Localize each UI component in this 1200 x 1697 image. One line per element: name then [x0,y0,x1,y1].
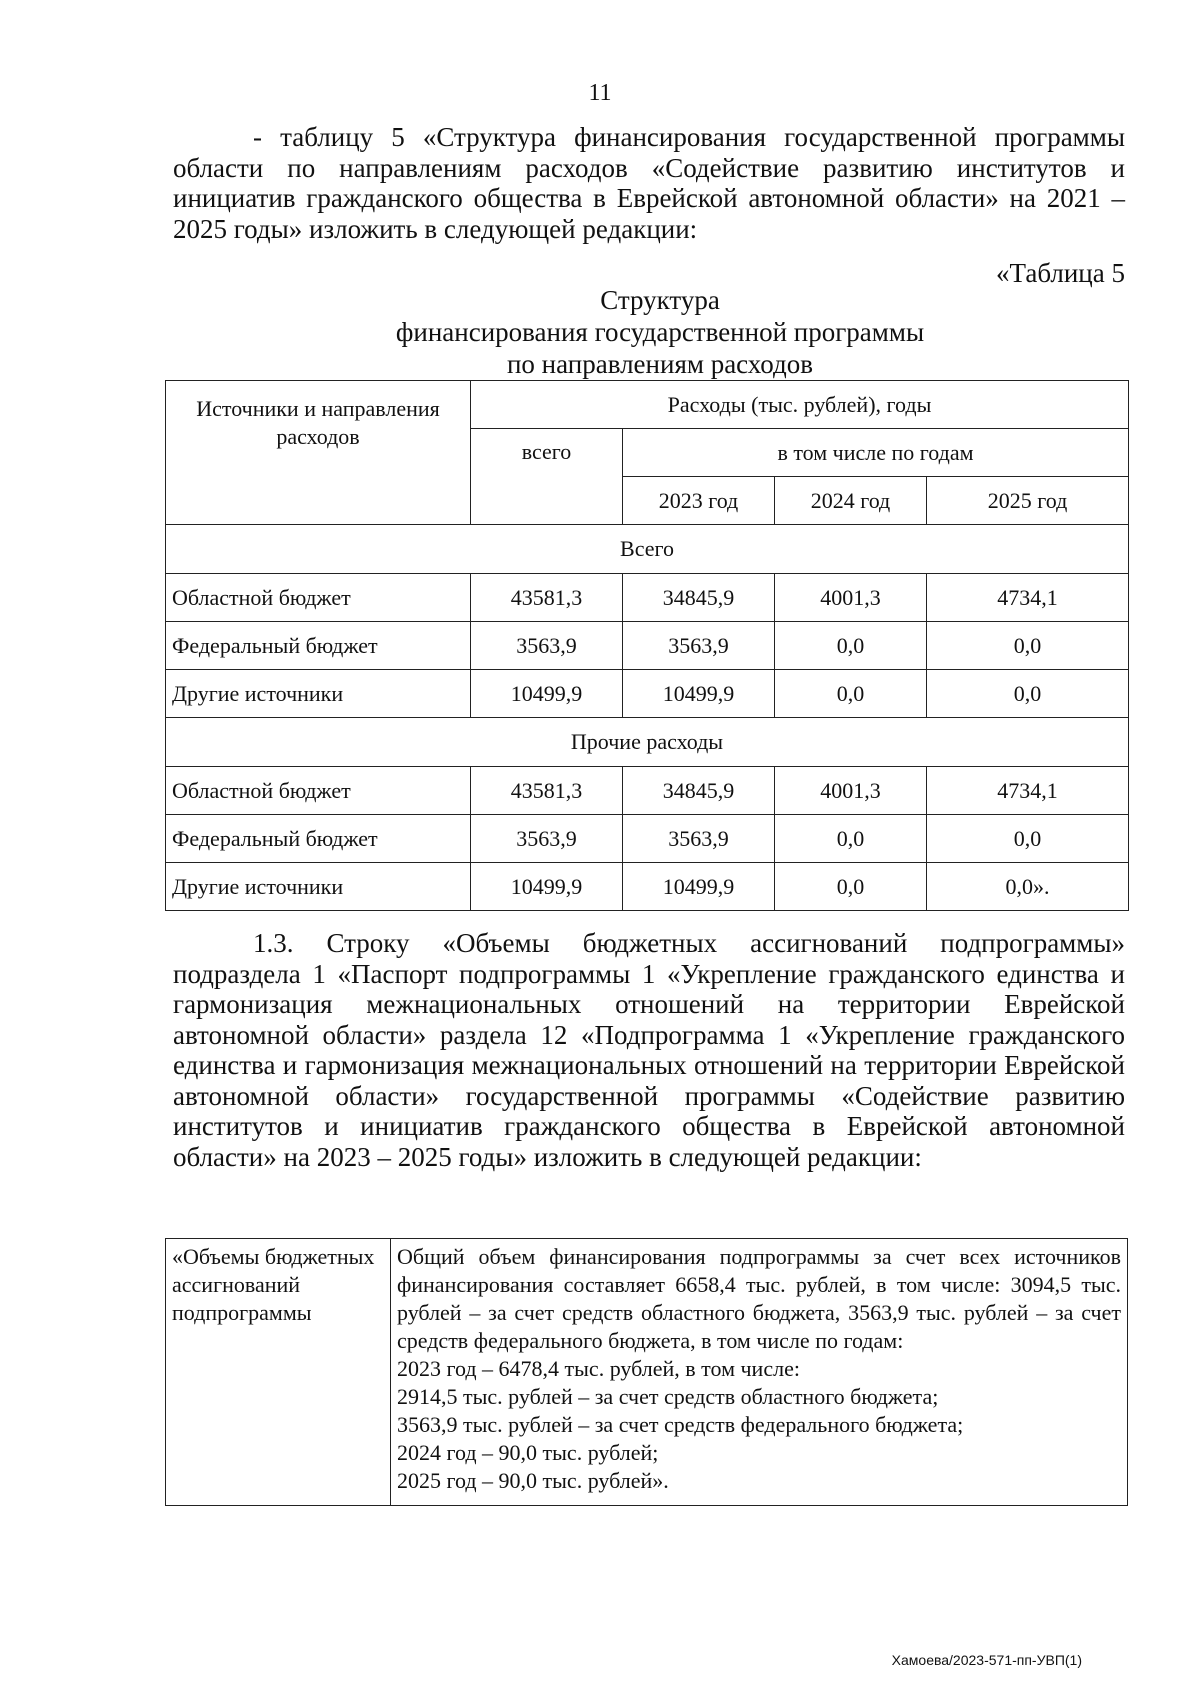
header-total: всего [471,429,623,525]
passport-content [391,1239,1128,1506]
cell-2025: 0,0 [927,670,1129,718]
section-row [166,525,1129,574]
table-row [166,863,1129,911]
table-row [166,574,1129,622]
financing-structure-table [165,380,1129,911]
passport-line: 2914,5 тыс. рублей – за счет средств областного бюджета; [397,1384,939,1409]
cell-total: 43581,3 [471,574,623,622]
cell-2025: 0,0 [927,815,1129,863]
table-row [166,622,1129,670]
section-title: Прочие расходы [166,718,1129,767]
header-year: 2025 год [927,477,1129,525]
table-header-row [166,381,1129,429]
row-source: Областной бюджет [166,574,471,622]
cell-total: 10499,9 [471,863,623,911]
cell-2024: 0,0 [775,670,927,718]
document-code: Хамоева/2023-571-пп-УВП(1) [891,1652,1082,1668]
table-reference: «Таблица 5 [996,258,1125,288]
cell-2023: 3563,9 [623,815,775,863]
header-year: 2023 год [623,477,775,525]
passport-line: 2024 год – 90,0 тыс. рублей; [397,1440,659,1465]
cell-2025: 4734,1 [927,767,1129,815]
cell-2024: 0,0 [775,815,927,863]
header-year: 2024 год [775,477,927,525]
cell-2023: 10499,9 [623,670,775,718]
cell-total: 43581,3 [471,767,623,815]
section-title: Всего [166,525,1129,574]
passport-line: 2023 год – 6478,4 тыс. рублей, в том числе: [397,1356,800,1381]
cell-2025: 4734,1 [927,574,1129,622]
cell-2024: 4001,3 [775,574,927,622]
table-row [166,815,1129,863]
table-title-line-3: по направлениям расходов [506,349,813,379]
cell-total: 3563,9 [471,622,623,670]
row-source: Федеральный бюджет [166,815,471,863]
passport-line: 2025 год – 90,0 тыс. рублей». [397,1468,669,1493]
cell-total: 3563,9 [471,815,623,863]
passport-line: 3563,9 тыс. рублей – за счет средств федерального бюджета; [397,1412,964,1437]
row-source: Областной бюджет [166,767,471,815]
row-source: Другие источники [166,863,471,911]
header-sources: Источники и направления расходов [166,381,471,525]
cell-2024: 0,0 [775,622,927,670]
row-source: Другие источники [166,670,471,718]
cell-2023: 3563,9 [623,622,775,670]
cell-2023: 34845,9 [623,767,775,815]
table-row [166,767,1129,815]
row-source: Федеральный бюджет [166,622,471,670]
cell-2024: 4001,3 [775,767,927,815]
passport-content-main: Общий объем финансирования подпрограммы за счет всех источников финансирования составляет 6658,4 тыс. рублей, в том числе: 3094,5 тыс. рублей – за счет средств областного бюджета, 3563,9 тыс. рублей – за счет средств федерального бюджета, в том числе по годам: [397,1244,1121,1353]
cell-2025: 0,0». [927,863,1129,911]
cell-total: 10499,9 [471,670,623,718]
subprogram-passport-table [165,1238,1128,1506]
header-by-years: в том числе по годам [623,429,1129,477]
section-row [166,718,1129,767]
header-expenses: Расходы (тыс. рублей), годы [471,381,1129,429]
cell-2024: 0,0 [775,863,927,911]
paragraph-1-3: 1.3. Строку «Объемы бюджетных ассигнований подпрограммы» подраздела 1 «Паспорт подпрограммы 1 «Укрепление гражданского единства и гармонизация межнациональных отношений на территории Еврейской автономной области» раздела 12 «Подпрограмма 1 «Укрепление гражданского единства и гармонизация межнациональных отношений на территории Еврейской автономной области» государственной программы «Содействие развитию институтов и инициатив гражданского общества в Еврейской автономной области» на 2023 – 2025 годы» изложить в следующей редакции: [173,928,1125,1172]
intro-paragraph: - таблицу 5 «Структура финансирования государственной программы области по направлениям расходов «Содействие развитию институтов и инициатив гражданского общества в Еврейской автономной области» на 2021 – 2025 годы» изложить в следующей редакции: [173,122,1125,244]
passport-label: «Объемы бюджетных ассигнований подпрограммы [166,1239,391,1506]
table-title-line-2: финансирования государственной программы [395,317,925,347]
table-title-line-1: Структура [600,285,720,315]
table-row [166,670,1129,718]
table-row [166,1239,1128,1506]
table-title [300,284,1020,380]
cell-2025: 0,0 [927,622,1129,670]
cell-2023: 34845,9 [623,574,775,622]
page-number: 11 [588,80,612,106]
cell-2023: 10499,9 [623,863,775,911]
